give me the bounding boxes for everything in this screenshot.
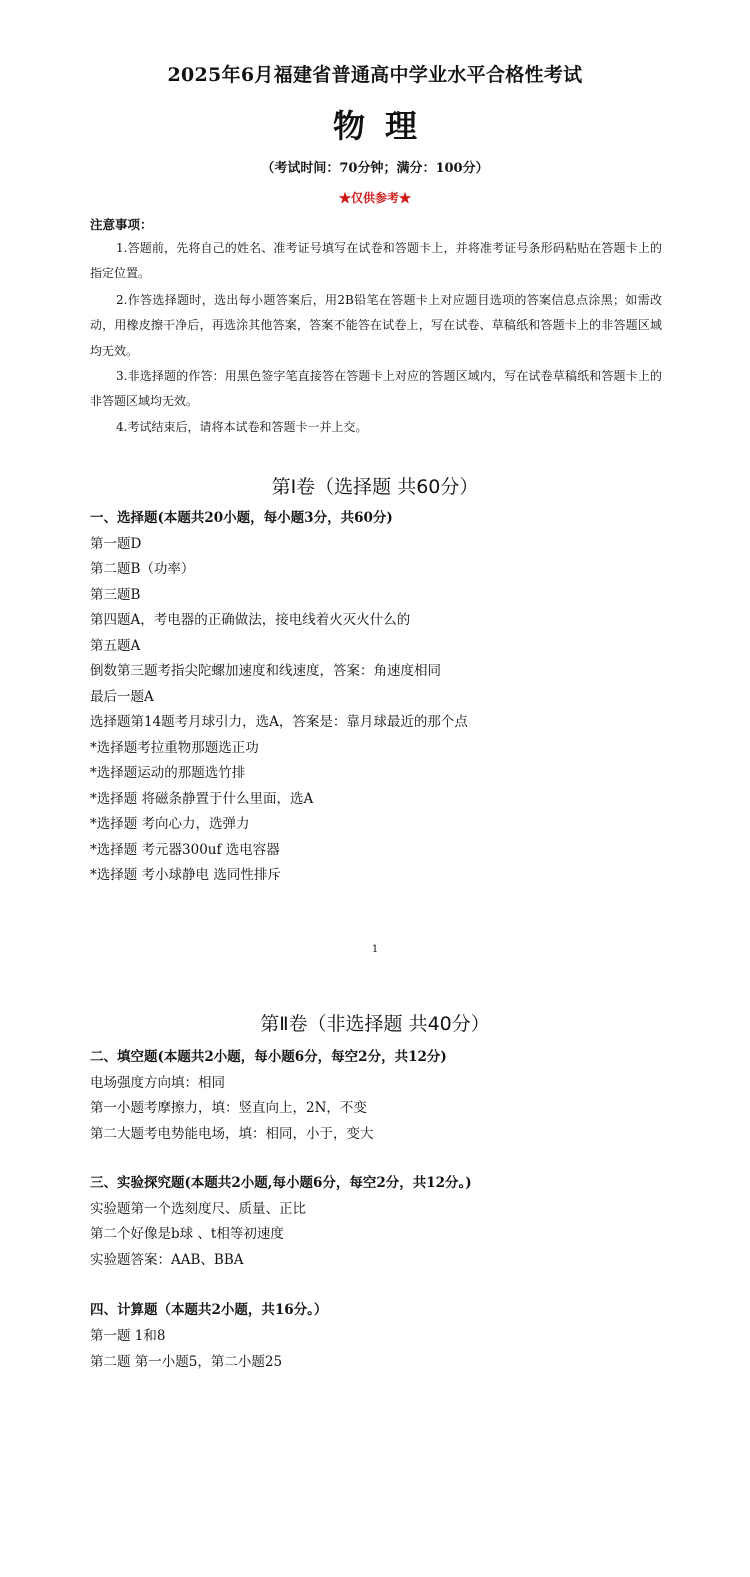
section3-heading: 三、实验探究题(本题共2小题,每小题6分，每空2分，共12分。) <box>90 1175 472 1191</box>
answer-line: 第三题B <box>90 587 141 603</box>
note-item: 2.作答选择题时，选出每小题答案后，用2B铅笔在答题卡上对应题目选项的答案信息点涂黑；如需改动，用橡皮擦干净后，再选涂其他答案，答案不能答在试卷上，写在试卷、草稿纸和答题卡上的非答题区域均无效。 <box>90 293 662 358</box>
section1-heading: 一、选择题(本题共20小题，每小题3分，共60分) <box>90 510 393 526</box>
section2-heading: 二、填空题(本题共2小题，每小题6分，每空2分，共12分) <box>90 1049 447 1065</box>
volume1-title: 第Ⅰ卷（选择题 共60分） <box>271 476 479 498</box>
note-item: 4.考试结束后，请将本试卷和答题卡一并上交。 <box>116 420 368 434</box>
answer-line: 第二题 第一小题5，第二小题25 <box>90 1354 283 1370</box>
answer-line: 第二题B（功率） <box>90 561 195 577</box>
answer-line: 选择题第14题考月球引力，选A，答案是：靠月球最近的那个点 <box>90 714 468 730</box>
answer-line: *选择题运动的那题选竹排 <box>90 765 246 781</box>
answer-line: 第一题D <box>90 536 142 552</box>
answer-line: *选择题考拉重物那题选正功 <box>90 740 259 756</box>
answer-line: 实验题答案：AAB、BBA <box>90 1252 244 1268</box>
answer-line: 第二个好像是b球 、t相等初速度 <box>90 1226 284 1242</box>
answer-line: 最后一题A <box>90 689 154 705</box>
answer-line: *选择题 考向心力，选弹力 <box>90 816 250 832</box>
exam-title: 2025年6月福建省普通高中学业水平合格性考试 <box>167 64 583 86</box>
page-number: 1 <box>371 944 379 955</box>
note-item: 3.非选择题的作答：用黑色签字笔直接答在答题卡上对应的答题区域内，写在试卷草稿纸和答题卡上的非答题区域均无效。 <box>90 369 662 409</box>
answer-line: 第一小题考摩擦力，填：竖直向上，2N，不变 <box>90 1100 367 1116</box>
answer-line: 第二大题考电势能电场，填：相同，小于，变大 <box>90 1126 374 1142</box>
answer-line: 第四题A，考电器的正确做法，接电线着火灭火什么的 <box>90 612 411 628</box>
reference-badge: ★仅供参考★ <box>338 191 411 205</box>
answer-line: 电场强度方向填：相同 <box>90 1075 225 1091</box>
subject-title: 物理 <box>332 107 437 145</box>
section4-heading: 四、计算题（本题共2小题，共16分。） <box>90 1302 328 1318</box>
notes-heading: 注意事项： <box>90 217 153 232</box>
exam-info: （考试时间：70分钟；满分：100分） <box>261 161 489 176</box>
answer-line: 第五题A <box>90 638 141 654</box>
answer-line: 实验题第一个选刻度尺、质量、正比 <box>90 1201 306 1217</box>
answer-line: *选择题 将磁条静置于什么里面，选A <box>90 791 314 807</box>
note-item: 1.答题前，先将自己的姓名、准考证号填写在试卷和答题卡上，并将准考证号条形码粘贴在答题卡上的指定位置。 <box>90 241 662 281</box>
answer-line: *选择题 考元器300uf 选电容器 <box>90 842 280 858</box>
answer-line: 倒数第三题考指尖陀螺加速度和线速度，答案：角速度相同 <box>90 663 441 679</box>
answer-line: 第一题 1和8 <box>90 1328 166 1344</box>
answer-line: *选择题 考小球静电 选同性排斥 <box>90 867 281 883</box>
volume2-title: 第Ⅱ卷（非选择题 共40分） <box>260 1013 490 1035</box>
